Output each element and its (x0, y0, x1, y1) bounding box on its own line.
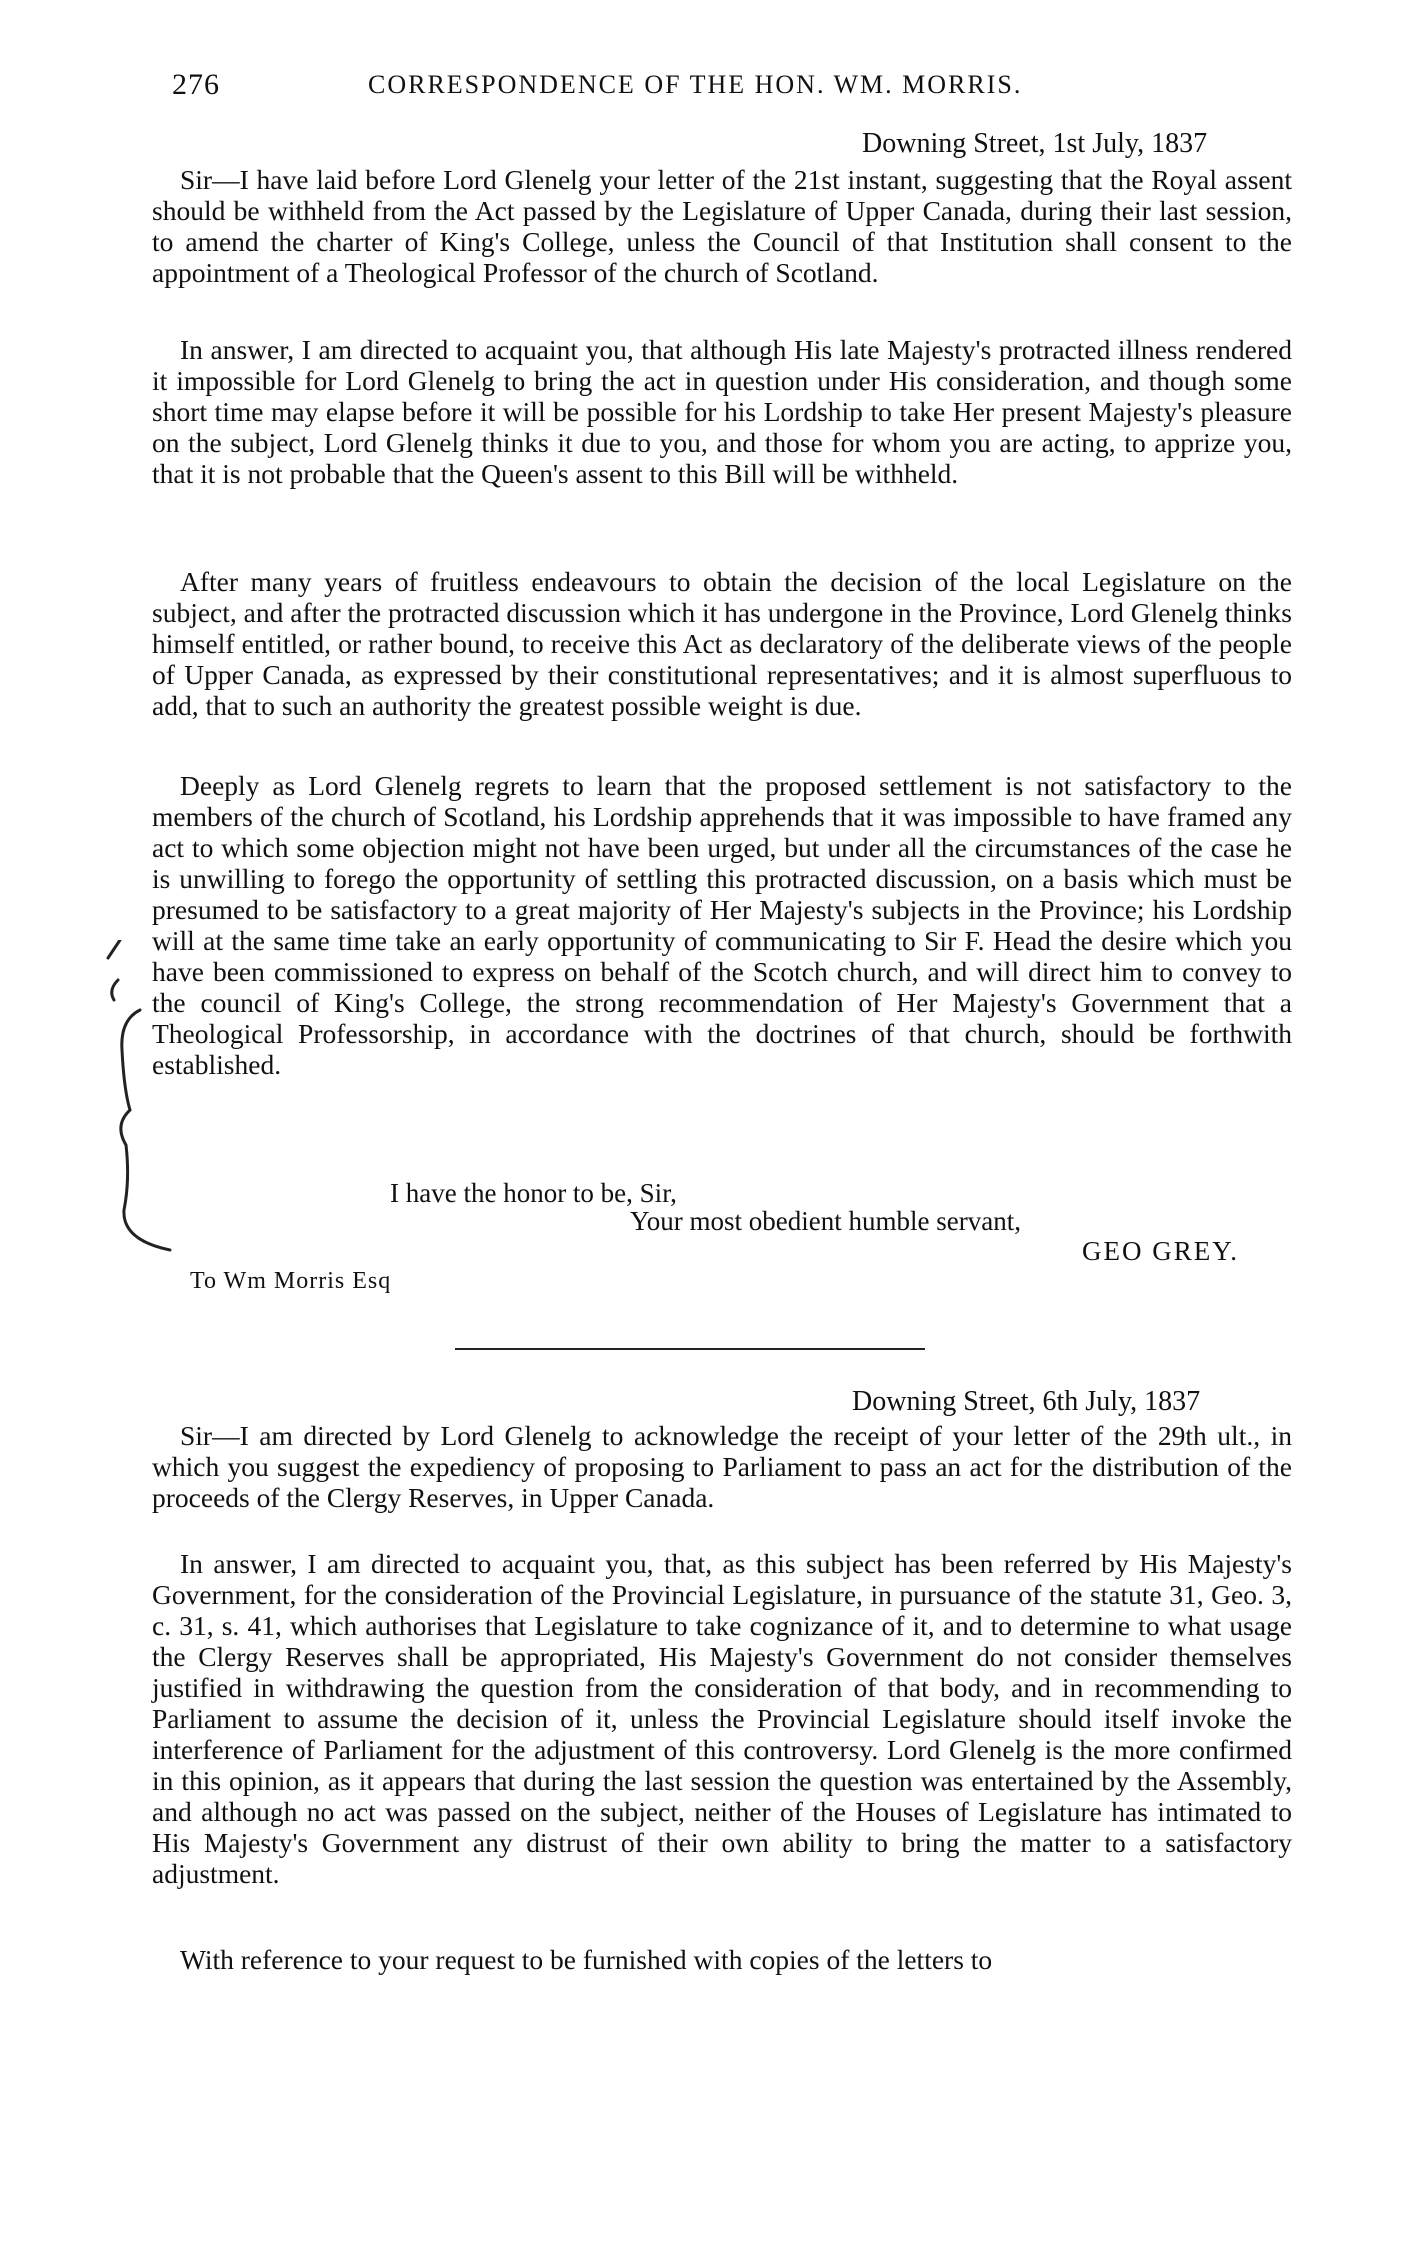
letter1-dateline: Downing Street, 1st July, 1837 (862, 128, 1208, 159)
margin-bracket-mark (100, 940, 180, 1260)
letter2-dateline: Downing Street, 6th July, 1837 (852, 1386, 1201, 1417)
running-title: CORRESPONDENCE OF THE HON. WM. MORRIS. (368, 70, 1023, 99)
page-number: 276 (172, 68, 220, 101)
letter1-paragraph-3: After many years of fruitless endeavours to obtain the decision of the local Legislature on the subject, and after the protracted discussion which it has undergone in the Province, Lord Glenelg thinks himself entitled, or rather bound, to receive this Act as declaratory of the deliberate views of the people of Upper Canada, as expressed by their constitutional representatives; and it is almost superfluous to add, that to such an authority the greatest possible weight is due. (152, 566, 1292, 721)
letter2-paragraph-2: In answer, I am directed to acquaint you, that, as this subject has been referred by His Majesty's Government, for the consideration of the Provincial Legislature, in pursuance of the statute 31, Geo. 3, c. 31, s. 41, which authorises that Legislature to take cognizance of it, and to determine to what usage the Clergy Reserves shall be appropriated, His Majesty's Government do not consider themselves justified in withdrawing the question from the consideration of that body, and in recommending to Parliament to assume the decision of it, unless the Provincial Legislature should itself invoke the interference of Parliament for the adjustment of this controversy. Lord Glenelg is the more confirmed in this opinion, as it appears that during the last session the question was entertained by the Assembly, and although no act was passed on the subject, neither of the Houses of Legislature has intimated to His Majesty's Government any distrust of their own ability to bring the matter to a satisfactory adjustment. (152, 1548, 1292, 1889)
letter1-paragraph-4: Deeply as Lord Glenelg regrets to learn that the proposed settlement is not satisfactory to the members of the church of Scotland, his Lordship apprehends that it was impossible to have framed any act to which some objection might not have been urged, but under all the circumstances of the case he is unwilling to forego the opportunity of settling this protracted discussion, on a basis which must be presumed to be satisfactory to a great majority of Her Majesty's subjects in the Province; his Lordship will at the same time take an early opportunity of communicating to Sir F. Head the desire which you have been commissioned to express on behalf of the Scotch church, and will direct him to convey to the council of King's College, the strong recommendation of Her Majesty's Government that a Theological Professorship, in accordance with the doctrines of that church, should be forthwith established. (152, 770, 1292, 1080)
closing-servant: Your most obedient humble servant, (630, 1206, 1021, 1236)
letter2-paragraph-1: Sir—I am directed by Lord Glenelg to acknowledge the receipt of your letter of the 29th ult., in which you suggest the expediency of proposing to Parliament to pass an act for the distribution of the proceeds of the Clergy Reserves, in Upper Canada. (152, 1420, 1292, 1513)
letter1-paragraph-2: In answer, I am directed to acquaint you, that although His late Majesty's protracted illness rendered it impossible for Lord Glenelg to bring the act in question under His consideration, and though some short time may elapse before it will be possible for his Lordship to take Her present Majesty's pleasure on the subject, Lord Glenelg thinks it due to you, and those for whom you are acting, to apprize you, that it is not probable that the Queen's assent to this Bill will be withheld. (152, 334, 1292, 489)
letter2-paragraph-3: With reference to your request to be furnished with copies of the letters to (180, 1944, 993, 1975)
signature-geo-grey: GEO GREY. (1082, 1236, 1240, 1266)
addressee: To Wm Morris Esq (190, 1268, 392, 1294)
section-divider (455, 1348, 925, 1350)
closing-salutation: I have the honor to be, Sir, (390, 1178, 677, 1208)
letter1-paragraph-1: Sir—I have laid before Lord Glenelg your letter of the 21st instant, suggesting that the Royal assent should be withheld from the Act passed by the Legislature of Upper Canada, during their last session, to amend the charter of King's College, unless the Council of that Institution shall consent to the appointment of a Theological Professor of the church of Scotland. (152, 164, 1292, 288)
